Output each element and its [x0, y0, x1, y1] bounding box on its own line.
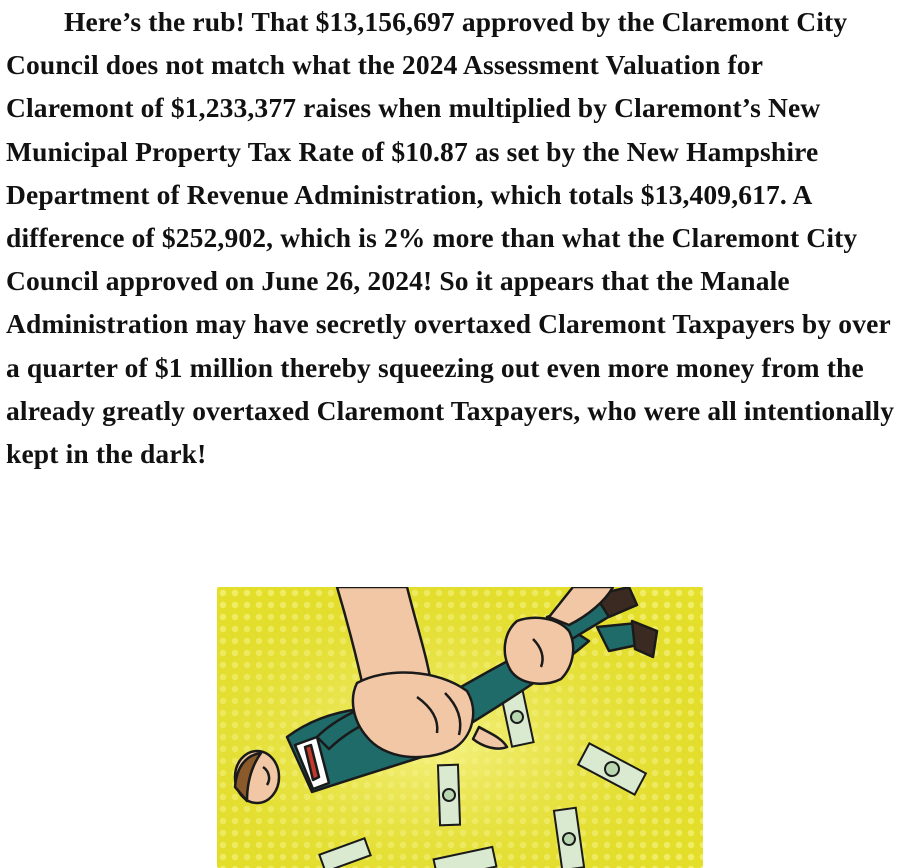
article — [6, 0, 896, 475]
illustration — [217, 587, 703, 868]
money-shakedown-illustration-icon — [217, 587, 703, 868]
article-paragraph: Here’s the rub! That $13,156,697 approved by the Claremont City Council does not match what the 2024 Assessment Valuation for Claremont of $1,233,377 raises when multiplied by Claremont’s New Municipal Property Tax Rate of $10.87 as set by the New Hampshire Department of Revenue Administration, which totals $13,409,617. A difference of $252,902, which is 2% more than what the Claremont City Council approved on June 26, 2024! So it appears that the Manale Administration may have secretly overtaxed Claremont Taxpayers by over a quarter of $1 million thereby squeezing out even more money from the already greatly overtaxed Claremont Taxpayers, who were all intentionally kept in the dark! — [6, 6, 895, 470]
